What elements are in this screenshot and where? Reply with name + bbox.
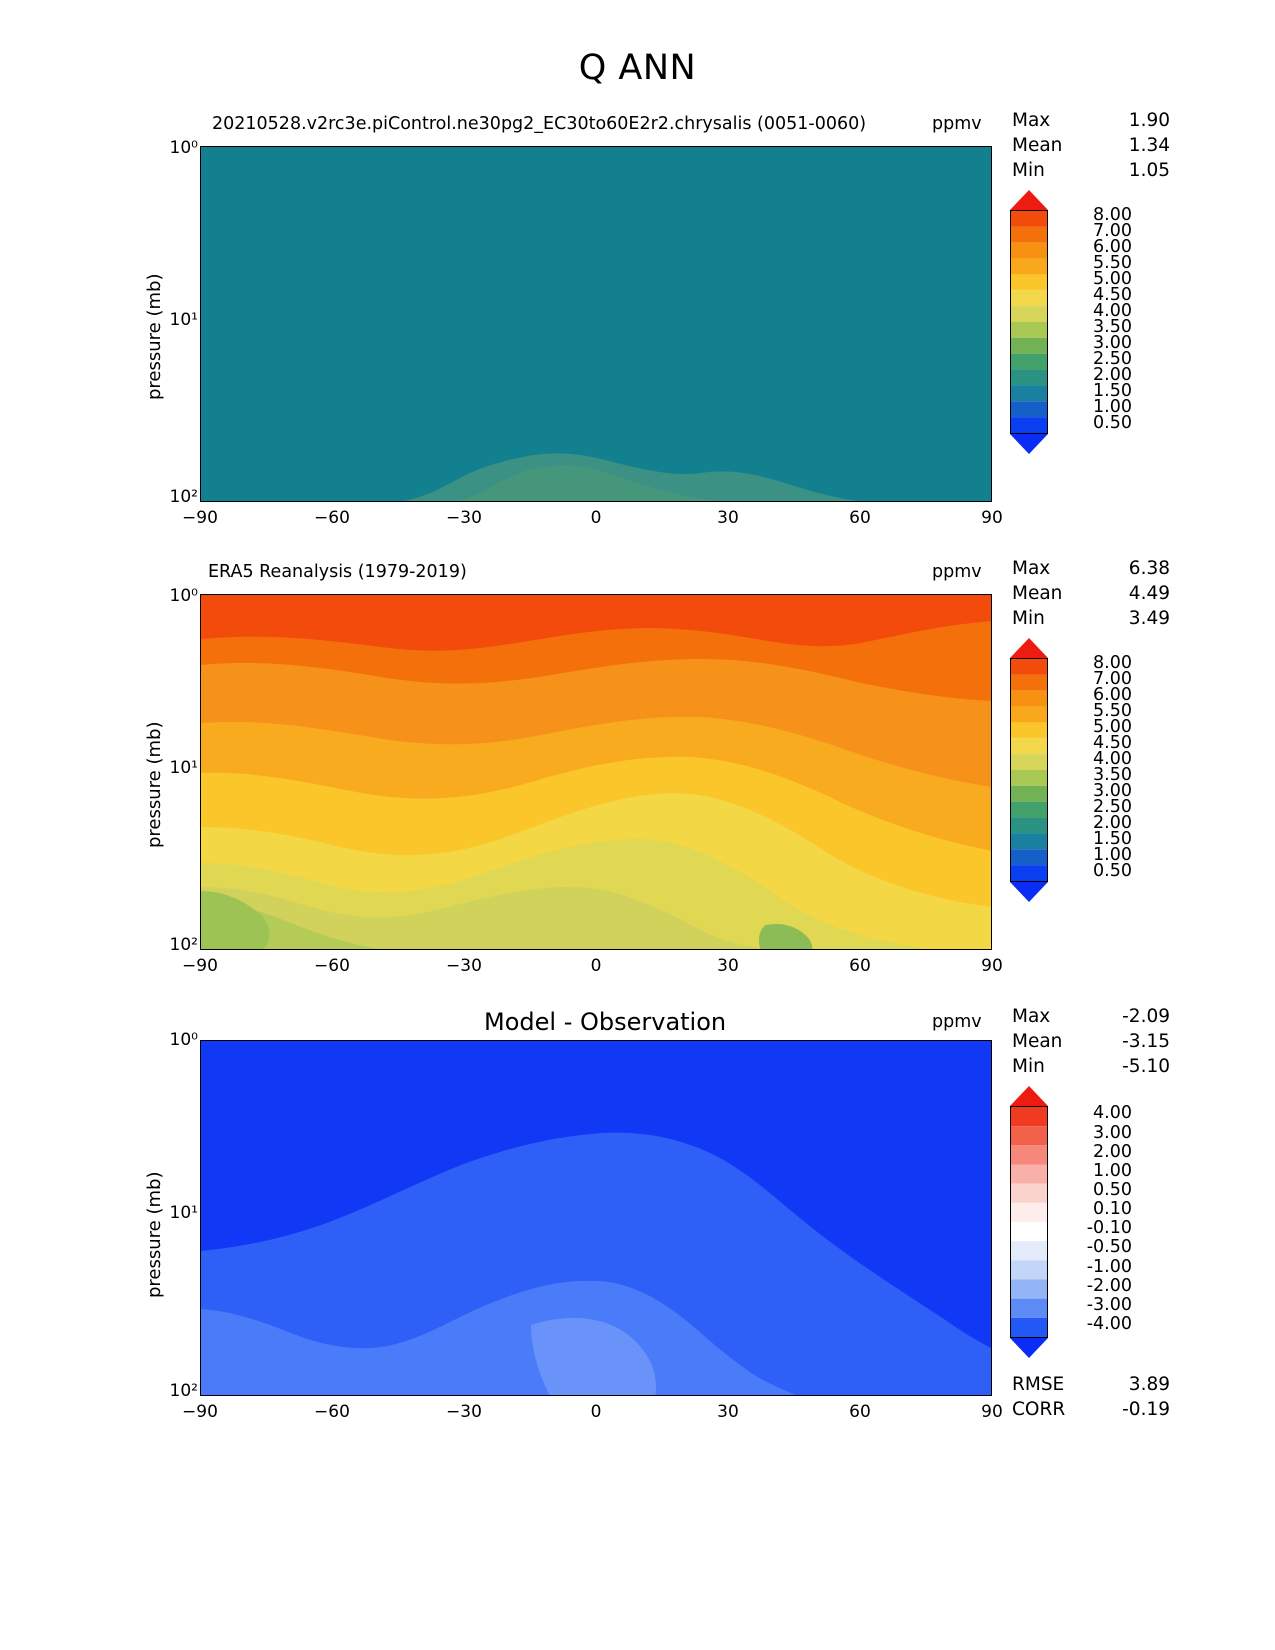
panel-observation-ytick-1: 10⁰ xyxy=(169,586,198,606)
stat-key: Min xyxy=(1012,160,1045,181)
colorbar-label: 2.00 xyxy=(1093,813,1132,833)
panel-difference-plot-area xyxy=(200,1040,992,1396)
stat-key: Max xyxy=(1012,110,1051,131)
colorbar-label: 1.00 xyxy=(1093,397,1132,417)
colorbar-label: 2.50 xyxy=(1093,797,1132,817)
stat-key: Max xyxy=(1012,1006,1051,1027)
colorbar-label: 1.00 xyxy=(1093,845,1132,865)
stat-key: RMSE xyxy=(1012,1374,1065,1395)
colorbar-label: 5.50 xyxy=(1093,253,1132,273)
panel-difference-ytick-3: 10² xyxy=(169,1381,198,1401)
stat-value: 6.38 xyxy=(1128,558,1170,579)
stat-value: 3.89 xyxy=(1128,1374,1170,1395)
colorbar-label: 6.00 xyxy=(1093,685,1132,705)
panel-model-units: ppmv xyxy=(932,114,982,134)
panel-observation-plot-area xyxy=(200,594,992,950)
stat-value: 1.34 xyxy=(1128,135,1170,156)
panel-difference-title: Model - Observation xyxy=(484,1008,727,1036)
panel-difference-xtick-6: 60 xyxy=(849,1402,871,1422)
colorbar-label: 3.50 xyxy=(1093,317,1132,337)
panel-model-xtick-1: −90 xyxy=(182,508,218,528)
panel-model-ytick-3: 10² xyxy=(169,487,198,507)
panel-difference-ylabel: pressure (mb) xyxy=(144,1171,165,1298)
panel-model-title: 20210528.v2rc3e.piControl.ne30pg2_EC30to60E2r2.chrysalis (0051-0060) xyxy=(212,114,867,134)
panel-model-xtick-4: 0 xyxy=(590,508,602,528)
colorbar-label: 8.00 xyxy=(1093,653,1132,673)
stat-key: Mean xyxy=(1012,583,1063,604)
panel-observation-ylabel: pressure (mb) xyxy=(144,721,165,848)
colorbar-label: -0.10 xyxy=(1086,1218,1132,1238)
stat-key: Min xyxy=(1012,1056,1045,1077)
panel-observation-xtick-3: −30 xyxy=(446,956,482,976)
colorbar-label: 3.00 xyxy=(1093,781,1132,801)
colorbar-label: 0.10 xyxy=(1093,1199,1132,1219)
stat-value: -5.10 xyxy=(1122,1056,1170,1077)
colorbar-label: 4.00 xyxy=(1093,1103,1132,1123)
colorbar-label: 1.50 xyxy=(1093,829,1132,849)
panel-model-xtick-2: −60 xyxy=(314,508,350,528)
stat-value: 3.49 xyxy=(1128,608,1170,629)
colorbar-label: 5.00 xyxy=(1093,269,1132,289)
colorbar-label: 1.00 xyxy=(1093,1161,1132,1181)
colorbar-label: 4.50 xyxy=(1093,733,1132,753)
panel-difference-units: ppmv xyxy=(932,1012,982,1032)
panel-observation-ytick-3: 10² xyxy=(169,935,198,955)
colorbar-label: 3.00 xyxy=(1093,1123,1132,1143)
stat-key: Min xyxy=(1012,608,1045,629)
panel-observation-xtick-4: 0 xyxy=(590,956,602,976)
colorbar-label: 5.00 xyxy=(1093,717,1132,737)
panel-difference-xtick-2: −60 xyxy=(314,1402,350,1422)
panel-model-xtick-3: −30 xyxy=(446,508,482,528)
panel-difference-xtick-5: 30 xyxy=(717,1402,739,1422)
colorbar-label: 2.00 xyxy=(1093,1142,1132,1162)
panel-model-xtick-7: 90 xyxy=(981,508,1003,528)
stat-value: -3.15 xyxy=(1122,1031,1170,1052)
panel-observation-xtick-1: −90 xyxy=(182,956,218,976)
colorbar-label: 4.00 xyxy=(1093,301,1132,321)
colorbar-label: -2.00 xyxy=(1086,1276,1132,1296)
panel-model-ytick-2: 10¹ xyxy=(169,310,198,330)
stat-key: CORR xyxy=(1012,1399,1066,1420)
colorbar-label: 2.50 xyxy=(1093,349,1132,369)
stat-value: 1.90 xyxy=(1128,110,1170,131)
colorbar-label: 1.50 xyxy=(1093,381,1132,401)
panel-model-xtick-5: 30 xyxy=(717,508,739,528)
stat-value: 1.05 xyxy=(1128,160,1170,181)
panel-observation-xtick-2: −60 xyxy=(314,956,350,976)
panel-model-xtick-6: 60 xyxy=(849,508,871,528)
colorbar-label: -0.50 xyxy=(1086,1237,1132,1257)
panel-observation-xtick-5: 30 xyxy=(717,956,739,976)
panel-difference-xtick-4: 0 xyxy=(590,1402,602,1422)
colorbar-label: 5.50 xyxy=(1093,701,1132,721)
colorbar-label: -1.00 xyxy=(1086,1257,1132,1277)
panel-difference-xtick-7: 90 xyxy=(981,1402,1003,1422)
panel-model-plot-area xyxy=(200,146,992,502)
panel-observation-title: ERA5 Reanalysis (1979-2019) xyxy=(208,562,467,582)
colorbar-label: 0.50 xyxy=(1093,1180,1132,1200)
stat-value: 4.49 xyxy=(1128,583,1170,604)
colorbar-label: -3.00 xyxy=(1086,1295,1132,1315)
stat-key: Mean xyxy=(1012,1031,1063,1052)
panel-difference-xtick-1: −90 xyxy=(182,1402,218,1422)
stat-value: -0.19 xyxy=(1122,1399,1170,1420)
colorbar-label: 4.00 xyxy=(1093,749,1132,769)
colorbar-label: 0.50 xyxy=(1093,861,1132,881)
colorbar-label: 8.00 xyxy=(1093,205,1132,225)
panel-difference-ytick-1: 10⁰ xyxy=(169,1030,198,1050)
panel-observation-ytick-2: 10¹ xyxy=(169,758,198,778)
colorbar-label: 2.00 xyxy=(1093,365,1132,385)
colorbar-label: -4.00 xyxy=(1086,1314,1132,1334)
panel-model-ytick-1: 10⁰ xyxy=(169,138,198,158)
panel-difference-ytick-2: 10¹ xyxy=(169,1203,198,1223)
colorbar-label: 4.50 xyxy=(1093,285,1132,305)
stat-key: Mean xyxy=(1012,135,1063,156)
stat-key: Max xyxy=(1012,558,1051,579)
colorbar-label: 6.00 xyxy=(1093,237,1132,257)
colorbar-label: 3.00 xyxy=(1093,333,1132,353)
panel-observation-xtick-6: 60 xyxy=(849,956,871,976)
stat-value: -2.09 xyxy=(1122,1006,1170,1027)
colorbar-label: 7.00 xyxy=(1093,669,1132,689)
colorbar-label: 0.50 xyxy=(1093,413,1132,433)
panel-observation-units: ppmv xyxy=(932,562,982,582)
figure-title: Q ANN xyxy=(578,48,697,88)
panel-observation-xtick-7: 90 xyxy=(981,956,1003,976)
colorbar-label: 3.50 xyxy=(1093,765,1132,785)
panel-difference-xtick-3: −30 xyxy=(446,1402,482,1422)
panel-model-ylabel: pressure (mb) xyxy=(144,273,165,400)
colorbar-label: 7.00 xyxy=(1093,221,1132,241)
